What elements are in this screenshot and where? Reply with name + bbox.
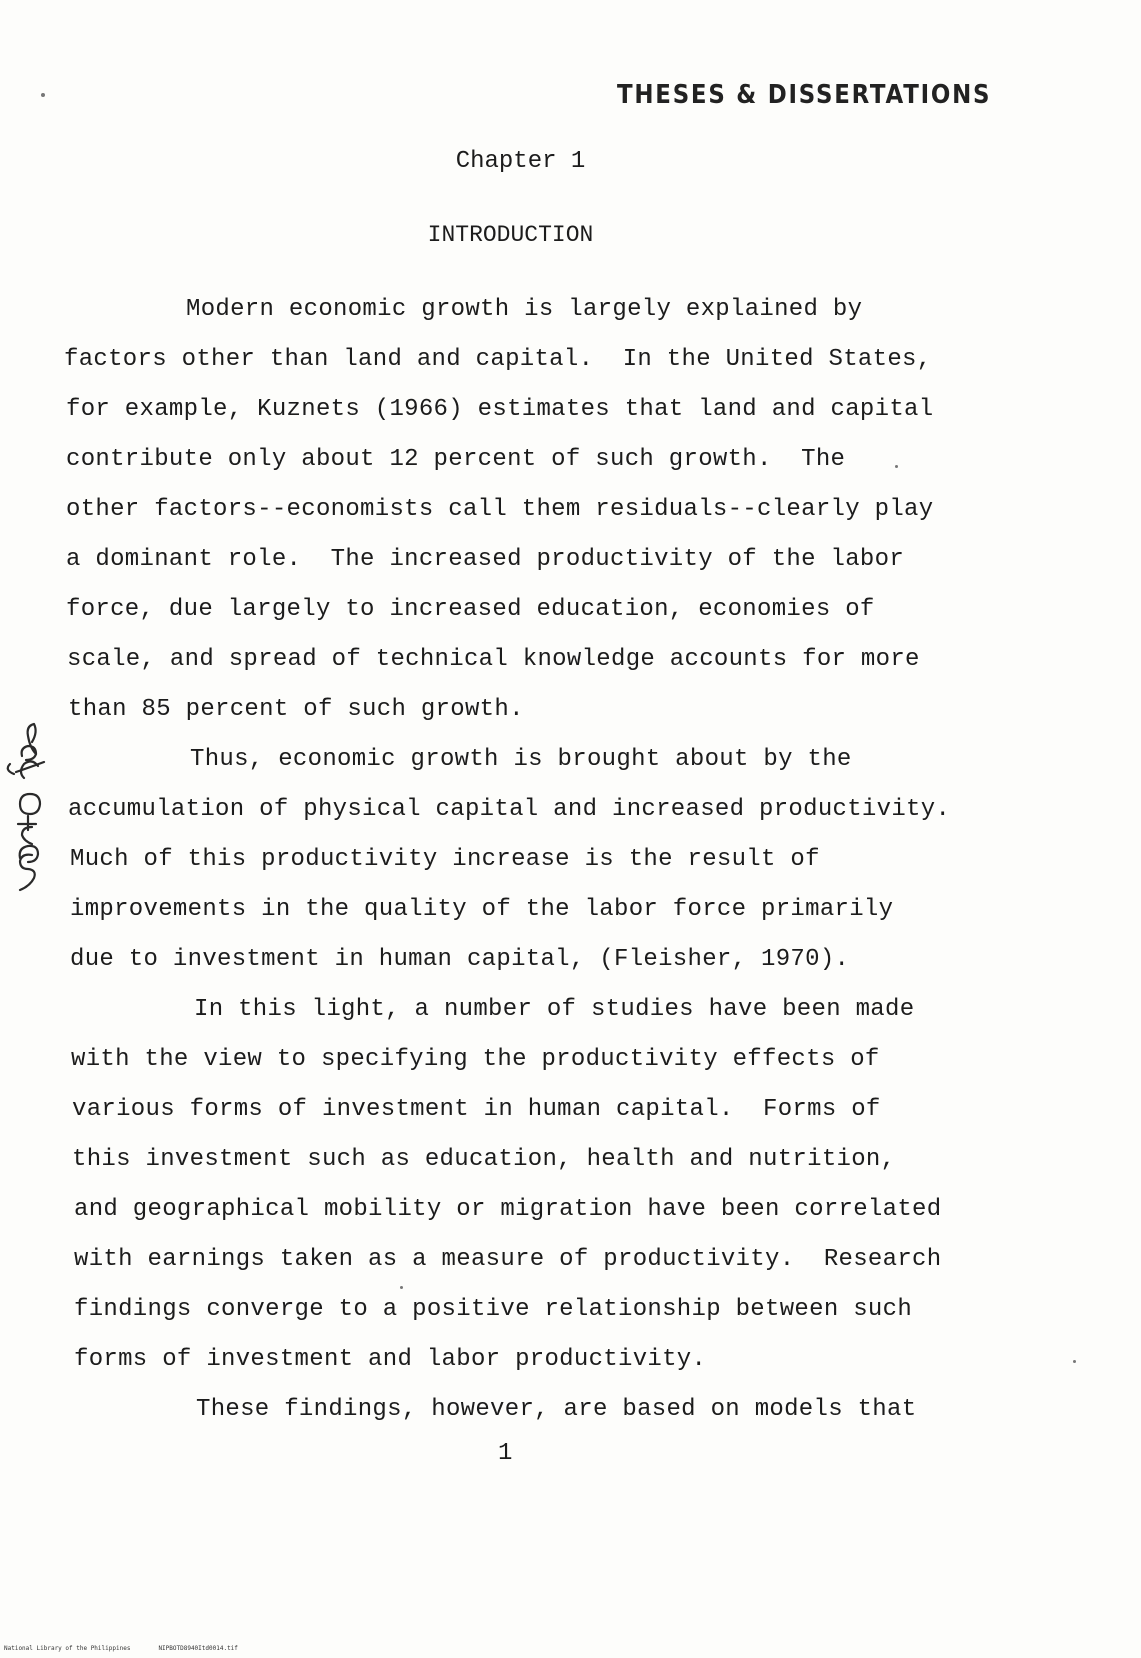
text-line: Modern economic growth is largely explained by (186, 296, 863, 323)
text-line: other factors--economists call them residuals--clearly play (66, 496, 934, 523)
text-line: and geographical mobility or migration have been correlated (74, 1196, 942, 1223)
theses-dissertations-stamp: THESES & DISSERTATIONS (616, 80, 991, 110)
text-line: for example, Kuznets (1966) estimates that land and capital (66, 396, 934, 423)
text-line: improvements in the quality of the labor force primarily (70, 896, 894, 923)
chapter-title: INTRODUCTION (427, 222, 594, 248)
text-line: factors other than land and capital. In the United States, (64, 346, 932, 373)
text-line: Much of this productivity increase is the result of (70, 846, 820, 873)
text-line: a dominant role. The increased productivity of the labor (66, 546, 905, 573)
text-line: than 85 percent of such growth. (68, 696, 524, 723)
text-line: scale, and spread of technical knowledge accounts for more (67, 646, 920, 673)
scan-speck (895, 465, 898, 468)
text-line: In this light, a number of studies have been made (194, 996, 915, 1023)
scan-footer (4, 1645, 266, 1652)
text-line: with earnings taken as a measure of productivity. Research (74, 1246, 942, 1273)
scan-speck (1073, 1360, 1076, 1363)
scan-speck (41, 93, 45, 97)
handwritten-margin-note (2, 720, 62, 900)
text-line: These findings, however, are based on models that (196, 1396, 917, 1423)
footer-file-label: NIPBOTD8940Itd0014.tif (158, 1645, 238, 1652)
scan-speck (400, 1286, 403, 1289)
chapter-number: Chapter 1 (455, 148, 586, 175)
page-number: 1 (498, 1440, 513, 1467)
footer-library-label: National Library of the Philippines (4, 1645, 131, 1652)
text-line: accumulation of physical capital and increased productivity. (68, 796, 951, 823)
text-line: findings converge to a positive relationship between such (74, 1296, 913, 1323)
text-line: Thus, economic growth is brought about by the (190, 746, 852, 773)
text-line: contribute only about 12 percent of such growth. The (66, 446, 846, 473)
text-line: forms of investment and labor productivity. (74, 1346, 707, 1373)
text-line: with the view to specifying the productivity effects of (71, 1046, 880, 1073)
text-line: this investment such as education, health and nutrition, (72, 1146, 896, 1173)
text-line: force, due largely to increased education, economies of (66, 596, 875, 623)
text-line: various forms of investment in human capital. Forms of (72, 1096, 881, 1123)
text-line: due to investment in human capital, (Fleisher, 1970). (70, 946, 850, 973)
